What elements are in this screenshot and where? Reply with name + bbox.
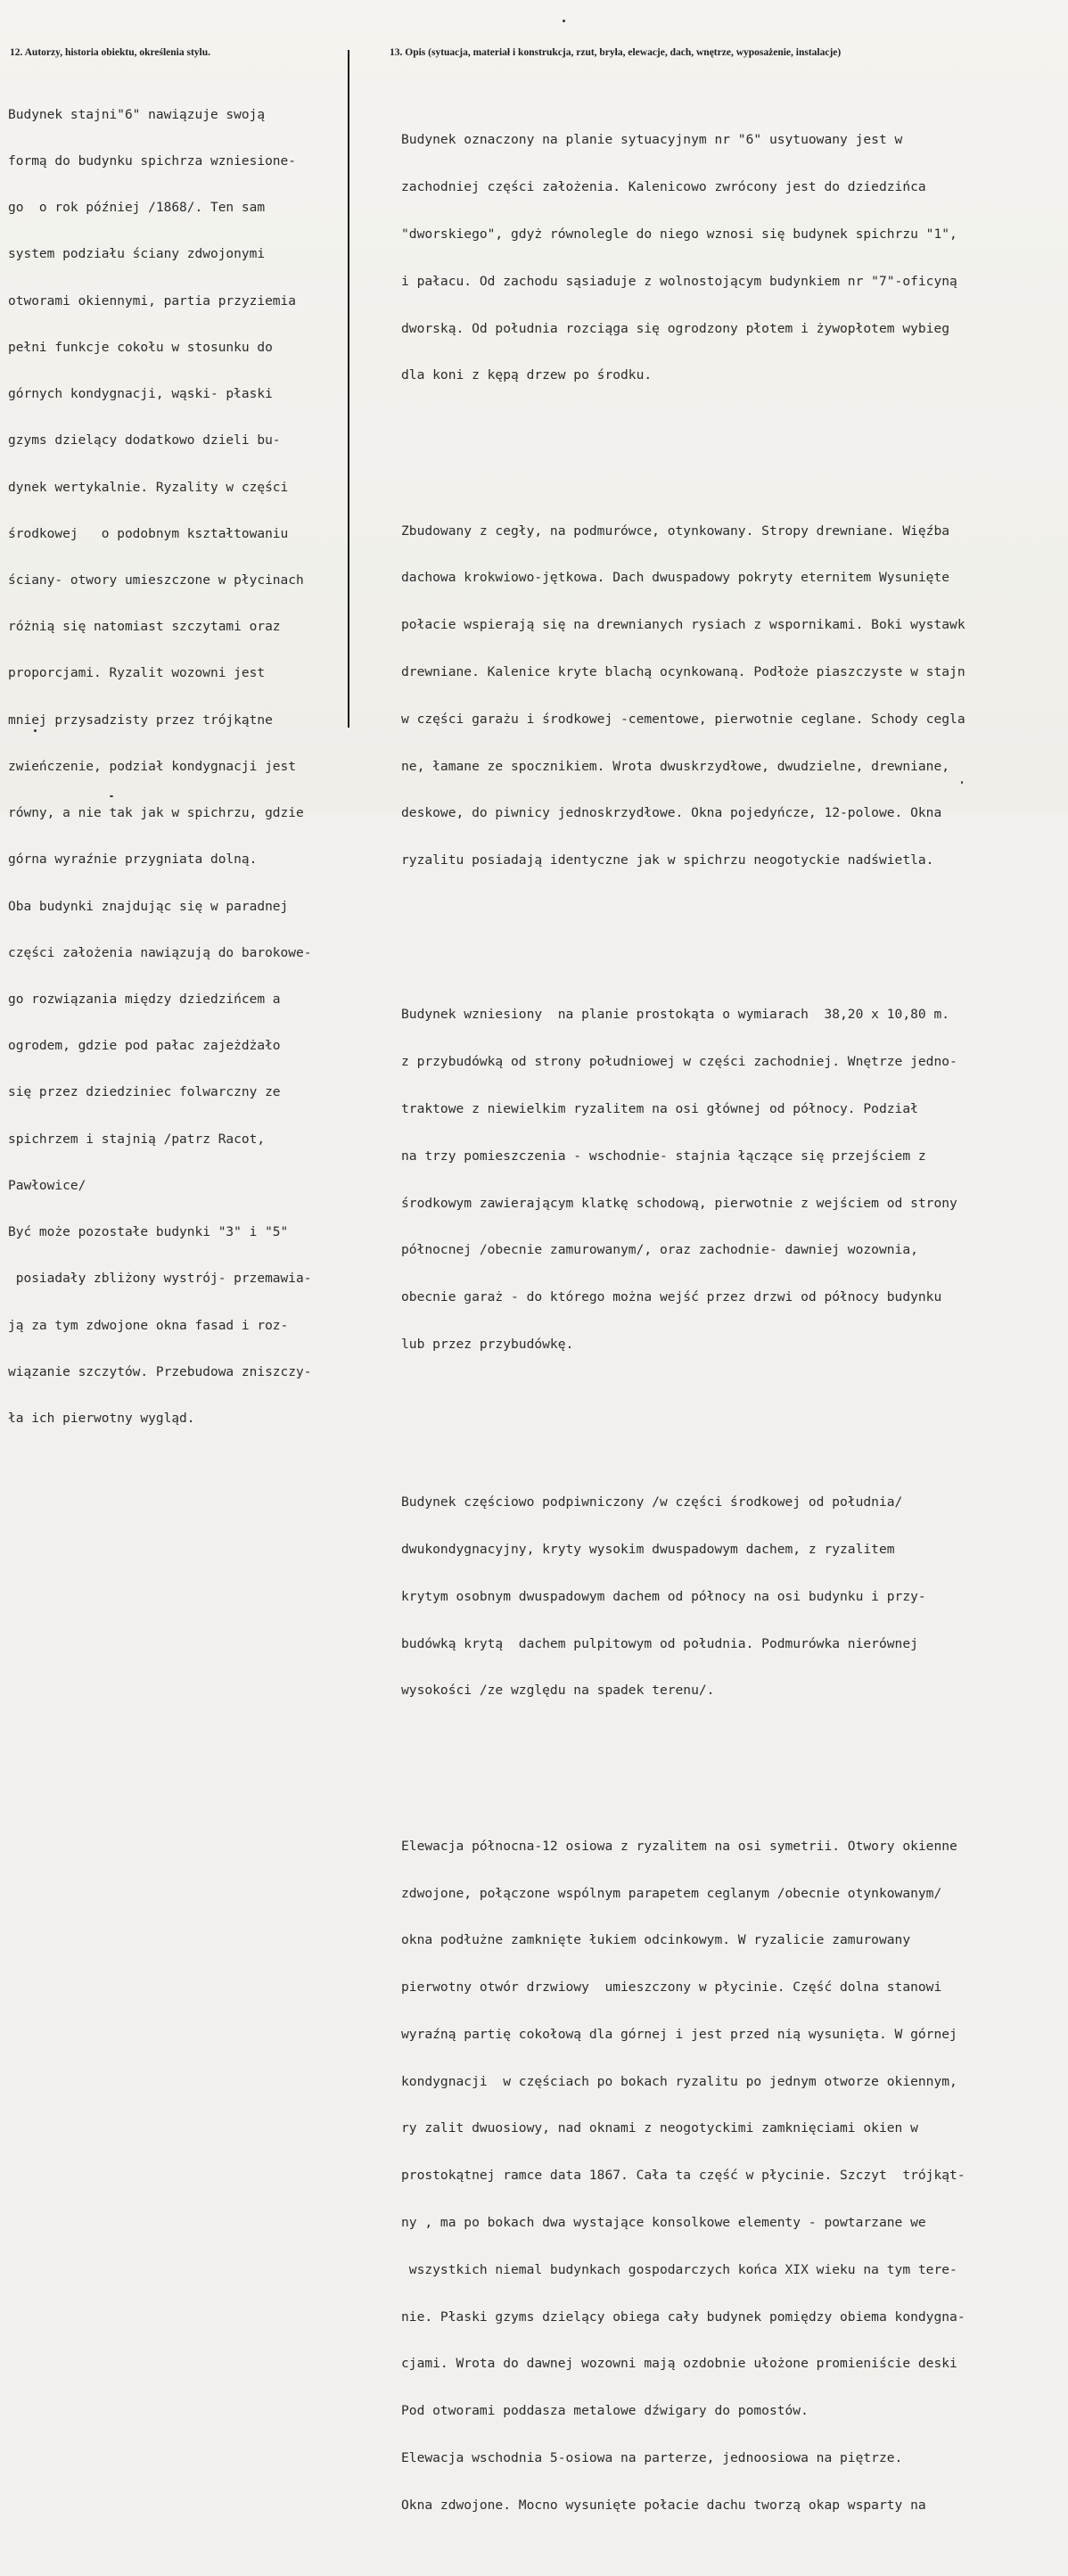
text-line: Budynek stajni"6" nawiązuje swoją (8, 107, 266, 122)
description-text-column (401, 70, 965, 2576)
scan-speck (110, 795, 113, 797)
text-line: Pod otworami poddasza metalowe dźwigary do pomostów. (401, 2403, 809, 2419)
text-line: gzyms dzielący dodatkowo dzieli bu- (8, 433, 281, 449)
text-line: dynek wertykalnie. Ryzality w części (8, 480, 289, 495)
text-line: części założenia nawiązują do barokowe- (8, 945, 312, 960)
paragraph-gap (401, 1761, 965, 1775)
text-line: kondygnacji w częściach po bokach ryzalitu po jednym otworze okiennym, (401, 2073, 957, 2089)
text-line: go o rok później /1868/. Ten sam (8, 201, 266, 216)
text-line: Budynek wzniesiony na planie prostokąta o wymiarach 38,20 x 10,80 m. (401, 1007, 950, 1023)
text-line: spichrzem i stajnią /patrz Racot, (8, 1132, 266, 1147)
text-line: środkowym zawierającym klatkę schodową, pierwotnie z wejściem od strony (401, 1195, 957, 1211)
paragraph-situation (401, 101, 965, 415)
paragraph-gap (401, 446, 965, 460)
text-line: górnych kondygnacji, wąski- płaski (8, 387, 273, 402)
text-line: z przybudówką od strony południowej w części zachodniej. Wnętrze jedno- (401, 1054, 957, 1070)
text-line: obecnie garaż - do którego można wejść przez drzwi od północy budynku (401, 1289, 942, 1305)
text-line: dwukondygnacyjny, kryty wysokim dwuspadowym dachem, z ryzalitem (401, 1542, 895, 1558)
scan-speck (961, 781, 963, 784)
text-line: traktowe z niewielkim ryzalitem na osi głównej od północy. Podział (401, 1101, 918, 1116)
history-text-column (8, 77, 311, 1458)
text-line: ne, łamane ze spocznikiem. Wrota dwuskrzydłowe, dwudzielne, drewniane, (401, 758, 950, 774)
text-line: wiązanie szczytów. Przebudowa zniszczy- (8, 1364, 312, 1379)
text-line: mniej przysadzisty przez trójkątne (8, 712, 273, 728)
text-line: nie. Płaski gzyms dzielący obiega cały budynek pomiędzy obiema kondygna- (401, 2309, 965, 2325)
text-line: na trzy pomieszczenia - wschodnie- stajnia łączące się przejściem z (401, 1148, 926, 1164)
paragraph-massing (401, 1463, 965, 1730)
text-line: otworami okiennymi, partia przyziemia (8, 293, 297, 309)
text-line: ryzalitu posiadają identyczne jak w spichrzu neogotyckie nadświetla. (401, 852, 934, 868)
text-line: Być może pozostałe budynki "3" i "5" (8, 1225, 289, 1240)
paragraph-construction (401, 491, 965, 899)
text-line: północnej /obecnie zamurowanym/, oraz zachodnie- dawniej wozownia, (401, 1242, 918, 1258)
text-line: dla koni z kępą drzew po środku. (401, 367, 653, 383)
paragraph-gap (401, 931, 965, 944)
column-divider (348, 50, 349, 728)
text-line: prostokątnej ramce data 1867. Cała ta część w płycinie. Szczyt trójkąt- (401, 2168, 965, 2184)
scan-speck (563, 20, 565, 22)
text-line: różnią się natomiast szczytami oraz (8, 620, 281, 635)
paragraph-elevations (401, 1807, 965, 2545)
text-line: ją za tym zdwojone okna fasad i roz- (8, 1318, 289, 1333)
text-line: środkowej o podobnym kształtowaniu (8, 526, 289, 541)
section-12-header: 12. Autorzy, historia obiektu, określenia stylu. (10, 47, 211, 58)
text-line: Budynek oznaczony na planie sytuacyjnym nr "6" usytuowany jest w (401, 132, 903, 148)
text-line: Okna zdwojone. Mocno wysunięte połacie dachu tworzą okap wsparty na (401, 2497, 926, 2513)
text-line: go rozwiązania między dziedzińcem a (8, 992, 281, 1007)
text-line: ry zalit dwuosiowy, nad oknami z neogotyckimi zamknięciami okien w (401, 2120, 918, 2136)
text-line: deskowe, do piwnicy jednoskrzydłowe. Okna pojedyńcze, 12-polowe. Okna (401, 805, 942, 821)
text-line: równy, a nie tak jak w spichrzu, gdzie (8, 806, 304, 821)
text-line: wyraźną partię cokołową dla górnej i jest przed nią wysunięta. W górnej (401, 2026, 957, 2042)
text-line: zachodniej części założenia. Kalenicowo zwrócony jest do dziedzińca (401, 179, 926, 195)
text-line: pierwotny otwór drzwiowy umieszczony w płycinie. Część dolna stanowi (401, 1979, 942, 1996)
text-line: ny , ma po bokach dwa wystające konsolkowe elementy - powtarzane we (401, 2214, 926, 2230)
text-line: Budynek częściowo podpiwniczony /w części środkowej od południa/ (401, 1494, 903, 1510)
scan-speck (34, 729, 37, 732)
paragraph-plan (401, 975, 965, 1383)
text-line: "dworskiego", gdyż równolegle do niego wznosi się budynek spichrzu "1", (401, 226, 957, 242)
text-line: zdwojone, połączone wspólnym parapetem ceglanym /obecnie otynkowanym/ (401, 1885, 942, 1901)
text-line: ogrodem, gdzie pod pałac zajeżdżało (8, 1039, 281, 1054)
text-line: lub przez przybudówkę. (401, 1336, 574, 1352)
text-line: się przez dziedziniec folwarczny ze (8, 1085, 281, 1100)
section-13-header: 13. Opis (sytuacja, materiał i konstrukcja, rzut, bryła, elewacje, dach, wnętrze, wyposażenie, instalacje) (390, 47, 842, 58)
text-line: ściany- otwory umieszczone w płycinach (8, 573, 304, 588)
text-line: dachowa krokwiowo-jętkowa. Dach dwuspadowy pokryty eternitem Wysunięte (401, 570, 950, 586)
text-line: wysokości /ze względu na spadek terenu/. (401, 1683, 715, 1699)
text-line: wszystkich niemal budynkach gospodarczych końca XIX wieku na tym tere- (401, 2261, 957, 2277)
text-line: w części garażu i środkowej -cementowe, pierwotnie ceglane. Schody cegla (401, 711, 965, 727)
text-line: proporcjami. Ryzalit wozowni jest (8, 666, 266, 681)
text-line: zwieńczenie, podział kondygnacji jest (8, 759, 297, 774)
text-line: krytym osobnym dwuspadowym dachem od północy na osi budynku i przy- (401, 1588, 926, 1604)
text-line: Oba budynki znajdując się w paradnej (8, 899, 289, 914)
text-line: ła ich pierwotny wygląd. (8, 1411, 195, 1426)
text-line: okna podłużne zamknięte łukiem odcinkowym. W ryzalicie zamurowany (401, 1932, 911, 1948)
text-line: Elewacja wschodnia 5-osiowa na parterze, jednoosiowa na piętrze. (401, 2449, 903, 2465)
text-line: Elewacja północna-12 osiowa z ryzalitem na osi symetrii. Otwory okienne (401, 1838, 957, 1854)
text-line: i pałacu. Od zachodu sąsiaduje z wolnostojącym budynkiem nr "7"-oficyną (401, 273, 957, 289)
text-line: drewniane. Kalenice kryte blachą ocynkowaną. Podłoże piaszczyste w stajn (401, 663, 965, 679)
text-line: górna wyraźnie przygniata dolną. (8, 852, 258, 868)
text-line: budówką krytą dachem pulpitowym od południa. Podmurówka nierównej (401, 1635, 918, 1651)
paragraph-gap (401, 1415, 965, 1432)
text-line: Pawłowice/ (8, 1178, 86, 1193)
text-line: połacie wspierają się na drewnianych rysiach z wspornikami. Boki wystawk (401, 617, 965, 633)
text-line: formą do budynku spichrza wzniesione- (8, 154, 297, 169)
text-line: dworską. Od południa rozciąga się ogrodzony płotem i żywopłotem wybieg (401, 320, 950, 336)
text-line: pełni funkcje cokołu w stosunku do (8, 340, 273, 355)
text-line: cjami. Wrota do dawnej wozowni mają ozdobnie ułożone promieniście deski (401, 2356, 957, 2372)
text-line: Zbudowany z cegły, na podmurówce, otynkowany. Stropy drewniane. Więźba (401, 523, 950, 539)
text-line: posiadały zbliżony wystrój- przemawia- (8, 1272, 312, 1287)
text-line: system podziału ściany zdwojonymi (8, 247, 266, 262)
